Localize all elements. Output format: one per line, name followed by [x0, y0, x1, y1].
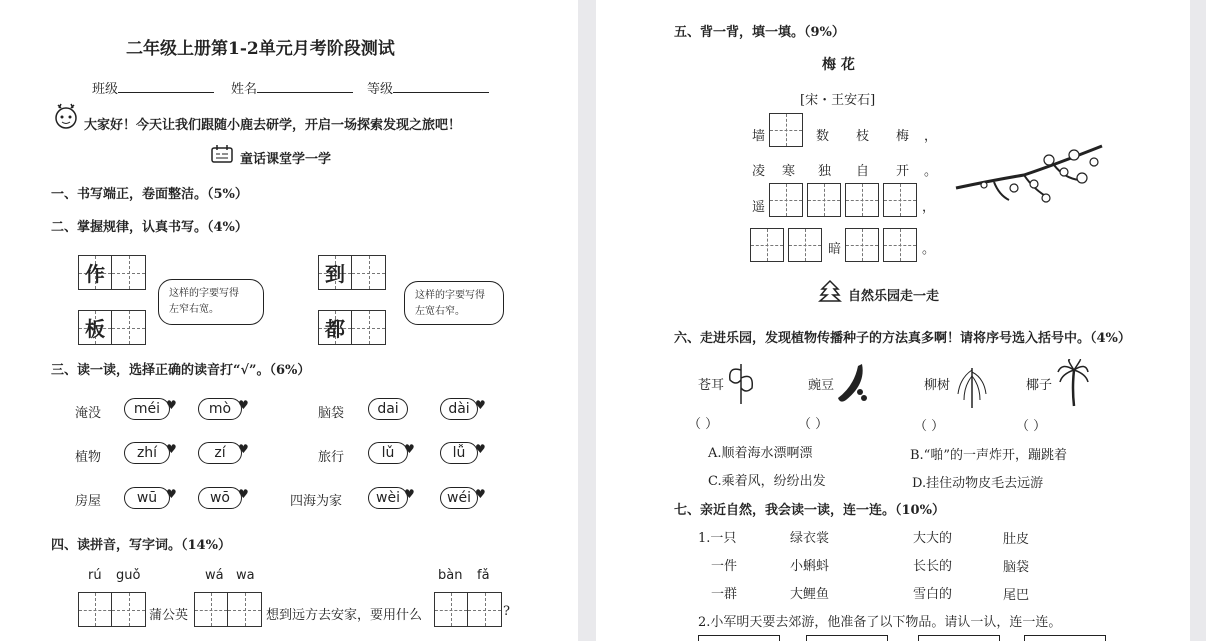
match-col1-item[interactable]: 一群: [711, 587, 738, 602]
char-grid-zuo[interactable]: 作: [78, 255, 146, 290]
poem-char: 枝: [856, 129, 870, 144]
item-box: [918, 635, 1000, 641]
pinyin-option[interactable]: wéi: [440, 487, 478, 509]
poem-punct: 。: [924, 164, 938, 179]
heart-icon: ♥: [238, 442, 249, 456]
match-col3-item[interactable]: 雪白的: [913, 587, 953, 602]
poem-char: 寒: [782, 164, 796, 179]
heart-icon: ♥: [166, 442, 177, 456]
option-a: A.顺着海水漂啊漂: [708, 446, 813, 461]
match-col1-item[interactable]: 1.一只: [698, 531, 737, 546]
char-grid-dou[interactable]: 都: [318, 310, 386, 345]
pinyin-option[interactable]: dai: [368, 398, 408, 420]
pinyin-option[interactable]: mò: [198, 398, 242, 420]
answer-grid-ruguo[interactable]: [78, 592, 146, 627]
match-col2-item[interactable]: 小蝌蚪: [790, 559, 830, 574]
pinyin-wa2: wa: [236, 568, 255, 583]
pea-pod-icon: [834, 360, 868, 406]
poem-title: 梅 花: [822, 57, 855, 73]
match-col3-item[interactable]: 大大的: [913, 531, 953, 546]
pinyin-option[interactable]: lǔ: [368, 442, 408, 464]
hint-bubble-1: 这样的字要写得 左窄右宽。: [158, 279, 264, 325]
poem-blank[interactable]: [883, 183, 917, 217]
poem-char: 梅: [896, 129, 910, 144]
answer-paren[interactable]: （ ）: [688, 417, 719, 432]
section-7: 七、亲近自然，我会读一读，连一连。（10%）: [674, 503, 945, 518]
heart-icon: ♥: [166, 487, 177, 501]
word-sihaiweijia: 四海为家: [290, 494, 343, 509]
section-4: 四、读拼音，写字词。（14%）: [51, 538, 231, 553]
deer-mascot-icon: [52, 102, 80, 130]
pinyin-wa1: wá: [205, 568, 224, 583]
section-6: 六、走进乐园，发现植物传播种子的方法真多啊！请将序号选入括号中。（4%）: [674, 331, 1131, 346]
class-field[interactable]: 班级: [92, 78, 214, 97]
cocklebur-icon: [724, 358, 758, 406]
question-mark: ?: [503, 604, 510, 619]
match-col4-item[interactable]: 脑袋: [1003, 560, 1030, 575]
word-yanmo: 淹没: [75, 406, 102, 421]
match-col3-item[interactable]: 长长的: [913, 559, 953, 574]
banner-fairy-class: 童话课堂学一学: [240, 152, 332, 167]
word-naodai: 脑袋: [318, 406, 345, 421]
pinyin-guo: guǒ: [116, 568, 141, 583]
poem-punct: ，: [924, 129, 938, 144]
match-col2-item[interactable]: 大鲤鱼: [790, 587, 830, 602]
match-col2-item[interactable]: 绿衣裳: [790, 531, 830, 546]
poem-blank[interactable]: [788, 228, 822, 262]
poem-punct: 。: [922, 242, 936, 257]
poem-punct: ，: [922, 200, 936, 215]
pinyin-ban: bàn: [438, 568, 463, 583]
heart-icon: ♥: [475, 398, 486, 412]
section-1: 一、书写端正，卷面整洁。（5%）: [51, 187, 248, 202]
grade-field[interactable]: 等级: [367, 78, 489, 97]
answer-paren[interactable]: （ ）: [798, 417, 829, 432]
poem-blank[interactable]: [750, 228, 784, 262]
pinyin-option[interactable]: zí: [198, 442, 242, 464]
option-d: D.挂住动物皮毛去远游: [912, 476, 1044, 491]
item-box: [1024, 635, 1106, 641]
section-2: 二、掌握规律，认真书写。（4%）: [51, 220, 248, 235]
pinyin-option[interactable]: méi: [124, 398, 170, 420]
pinyin-option[interactable]: wū: [124, 487, 170, 509]
poem-char: 墙: [752, 129, 766, 144]
heart-icon: ♥: [404, 487, 415, 501]
pinyin-option[interactable]: lǚ: [440, 442, 478, 464]
poem-blank[interactable]: [845, 228, 879, 262]
poem-blank[interactable]: [845, 183, 879, 217]
plant-ye-zi: 椰子: [1026, 378, 1053, 393]
item-box: [806, 635, 888, 641]
right-page: [596, 0, 1190, 641]
willow-tree-icon: [952, 360, 992, 410]
poem-blank[interactable]: [883, 228, 917, 262]
coconut-tree-icon: [1056, 358, 1090, 408]
heart-icon: ♥: [166, 398, 177, 412]
poem-char: 暗: [828, 242, 842, 257]
poem-char: 遥: [752, 200, 766, 215]
heart-icon: ♥: [475, 487, 486, 501]
banner-nature-park: 自然乐园走一走: [848, 289, 940, 304]
word-zhiwu: 植物: [75, 450, 102, 465]
option-b: B.“啪”的一声炸开，蹦跳着: [910, 448, 1067, 463]
calendar-icon: [210, 144, 234, 164]
poem-blank[interactable]: [769, 113, 803, 147]
char-grid-ban[interactable]: 板: [78, 310, 146, 345]
answer-paren[interactable]: （ ）: [914, 419, 945, 434]
plant-wan-dou: 豌豆: [808, 378, 835, 393]
match-col4-item[interactable]: 肚皮: [1003, 532, 1030, 547]
intro-text: 大家好！今天让我们跟随小鹿去研学，开启一场探索发现之旅吧！: [84, 118, 462, 133]
section-5: 五、背一背，填一填。（9%）: [674, 25, 845, 40]
pinyin-option[interactable]: wō: [198, 487, 242, 509]
plant-liu-shu: 柳树: [924, 378, 951, 393]
exam-title: 二年级上册第1-2单元月考阶段测试: [126, 39, 395, 59]
poem-char: 数: [816, 129, 830, 144]
poem-blank[interactable]: [807, 183, 841, 217]
answer-grid-wawa[interactable]: [194, 592, 262, 627]
word-lvxing: 旅行: [318, 450, 345, 465]
pinyin-ru: rú: [88, 568, 102, 583]
heart-icon: ♥: [475, 442, 486, 456]
pine-tree-icon: [818, 279, 842, 303]
match-col1-item[interactable]: 一件: [711, 559, 738, 574]
section-3: 三、读一读，选择正确的读音打“√”。（6%）: [51, 363, 311, 378]
match-col4-item[interactable]: 尾巴: [1003, 588, 1030, 603]
poem-author: [宋・王安石]: [800, 93, 876, 108]
fill-text-2: 想到远方去安家，要用什么: [266, 608, 423, 623]
heart-icon: ♥: [238, 487, 249, 501]
pinyin-fa: fǎ: [477, 568, 490, 583]
heart-icon: ♥: [404, 442, 415, 456]
option-c: C.乘着风，纷纷出发: [708, 474, 826, 489]
pinyin-option[interactable]: dài: [440, 398, 478, 420]
left-page: [0, 0, 578, 641]
plum-branch-illustration: [954, 140, 1106, 210]
plant-cang-er: 苍耳: [698, 378, 725, 393]
name-field[interactable]: 姓名: [231, 78, 353, 97]
poem-char: 开: [896, 164, 910, 179]
heart-icon: ♥: [238, 398, 249, 412]
fill-text-1: 蒲公英: [149, 608, 189, 623]
poem-blank[interactable]: [769, 183, 803, 217]
pinyin-option[interactable]: wèi: [368, 487, 408, 509]
answer-paren[interactable]: （ ）: [1016, 419, 1047, 434]
question-7-2: 2.小军明天要去郊游，他准备了以下物品。请认一认，连一连。: [698, 615, 1062, 630]
answer-grid-banfa[interactable]: [434, 592, 502, 627]
item-box: [698, 635, 780, 641]
char-grid-dao[interactable]: 到: [318, 255, 386, 290]
hint-bubble-2: 这样的字要写得 左宽右窄。: [404, 281, 504, 325]
poem-char: 凌: [752, 164, 766, 179]
poem-char: 独: [818, 164, 832, 179]
poem-char: 自: [856, 164, 870, 179]
word-fangwu: 房屋: [75, 494, 102, 509]
pinyin-option[interactable]: zhí: [124, 442, 170, 464]
